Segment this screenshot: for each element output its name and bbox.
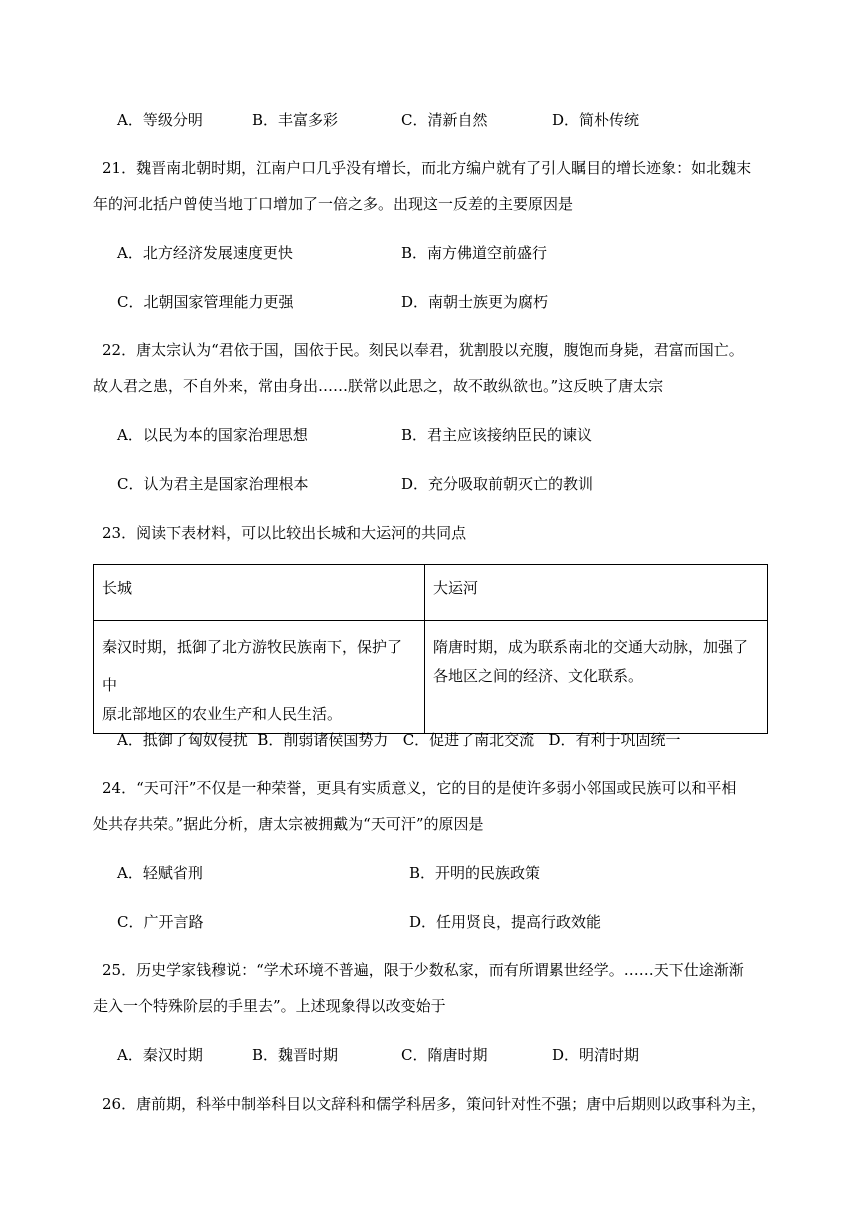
q25-option-a: A．秦汉时期 [117, 1046, 203, 1064]
great-wall-text-line1: 秦汉时期，抵御了北方游牧民族南下，保护了中 [102, 638, 403, 694]
q21-stem-line1: 21．魏晋南北朝时期，江南户口几乎没有增长，而北方编户就有了引人瞩目的增长迹象：如北魏末 [102, 159, 752, 177]
grand-canal-text-line1: 隋唐时期，成为联系南北的交通大动脉，加强了 [433, 638, 749, 656]
q24-option-d: D．任用贤良，提高行政效能 [409, 913, 602, 931]
grand-canal-text-line2: 各地区之间的经济、文化联系。 [433, 667, 644, 685]
q25-stem-line2: 走入一个特殊阶层的手里去”。上述现象得以改变始于 [93, 997, 446, 1015]
q22-option-b: B．君主应该接纳臣民的谏议 [401, 426, 593, 444]
q21-stem-line2: 年的河北括户曾使当地丁口增加了一倍之多。出现这一反差的主要原因是 [93, 195, 574, 213]
table-cell-grand-canal [425, 621, 768, 734]
q22-stem-line1: 22．唐太宗认为“君依于国，国依于民。刻民以奉君，犹割股以充腹，腹饱而身毙，君富而国亡。 [102, 341, 744, 359]
q24-stem-line1: 24．“天可汗”不仅是一种荣誉，更具有实质意义，它的目的是使许多弱小邻国或民族可以和平相 [102, 779, 737, 797]
great-wall-text-line2: 原北部地区的农业生产和人民生活。 [102, 705, 343, 723]
q22-option-a: A．以民为本的国家治理思想 [117, 426, 308, 444]
table-header-great-wall: 长城 [94, 565, 425, 621]
table-header-row [94, 565, 768, 621]
q22-stem-line2: 故人君之患，不自外来，常由身出……朕常以此思之，故不敢纵欲也。”这反映了唐太宗 [93, 377, 664, 395]
q21-option-c: C．北朝国家管理能力更强 [117, 293, 294, 311]
q21-option-a: A．北方经济发展速度更快 [117, 244, 293, 262]
q24-option-b: B．开明的民族政策 [409, 864, 541, 882]
q24-stem-line2: 处共存共荣。”据此分析，唐太宗被拥戴为“天可汗”的原因是 [93, 815, 484, 833]
comparison-table [93, 564, 768, 734]
q25-option-d: D．明清时期 [552, 1046, 640, 1064]
q23-options: A．抵御了匈奴侵扰 B．削弱诸侯国势力 C．促进了南北交流 D．有利于巩固统一 [117, 731, 681, 749]
q25-option-b: B．魏晋时期 [252, 1046, 339, 1064]
q22-option-c: C．认为君主是国家治理根本 [117, 475, 309, 493]
q21-option-d: D．南朝士族更为腐朽 [401, 293, 549, 311]
q20-option-a: A．等级分明 [117, 111, 203, 129]
q22-option-d: D．充分吸取前朝灭亡的教训 [401, 475, 594, 493]
q21-option-b: B．南方佛道空前盛行 [401, 244, 548, 262]
q23-stem: 23．阅读下表材料，可以比较出长城和大运河的共同点 [102, 524, 467, 542]
table-cell-great-wall [94, 621, 425, 734]
q20-option-b: B．丰富多彩 [252, 111, 339, 129]
q26-stem-line1: 26．唐前期，科举中制举科目以文辞科和儒学科居多，策问针对性不强；唐中后期则以政事科为主， [102, 1095, 767, 1113]
q24-option-a: A．轻赋省刑 [117, 864, 203, 882]
table-header-grand-canal: 大运河 [425, 565, 768, 621]
q25-stem-line1: 25．历史学家钱穆说：“学术环境不普遍，限于少数私家，而有所谓累世经学。……天下仕途渐渐 [102, 961, 744, 979]
table-row [94, 621, 768, 734]
q24-option-c: C．广开言路 [117, 913, 204, 931]
q20-option-d: D．简朴传统 [552, 111, 640, 129]
q20-option-c: C．清新自然 [401, 111, 488, 129]
q25-option-c: C．隋唐时期 [401, 1046, 488, 1064]
